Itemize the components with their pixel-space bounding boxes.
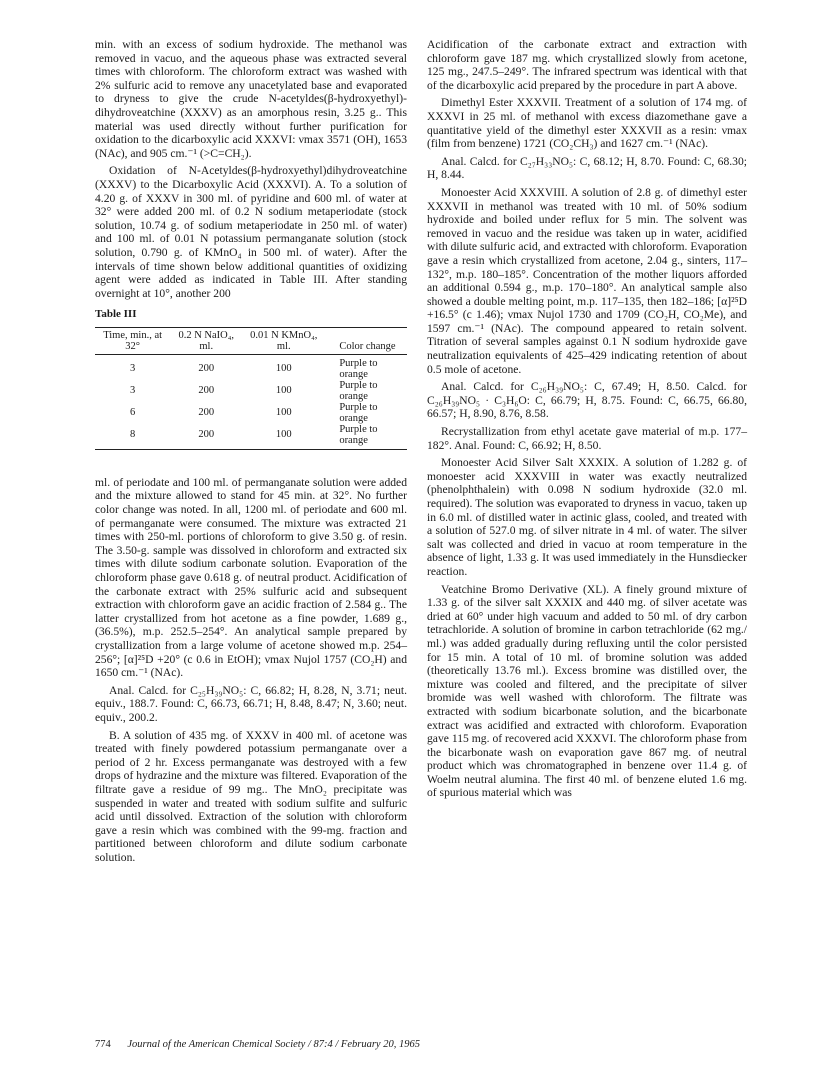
table-header-row (95, 327, 407, 354)
left-column (95, 38, 407, 865)
table-row (95, 424, 407, 450)
table-cell: 100 (275, 385, 292, 397)
table-cell: 6 (130, 407, 136, 419)
paragraph: B. A solution of 435 mg. of XXXV in 400 ml. of acetone was treated with finely powdered potassium permanganate over a period of 2 hr. Excess permanganate was destroyed with a few drops of hydrazine and the mixture was filtered. Evaporation of the filtrate gave a residue of 99 mg.. The MnO₂ precipitate was suspended in water and treated with sodium sulfite and sulfuric acid until dissolved. Extraction of the solution with chloroform gave a resin which was combined with the 99-mg. fraction and partitioned between chloroform and dilute sodium carbonate solution. (95, 728, 407, 864)
table-row (95, 354, 407, 380)
table-cell: 8 (130, 429, 136, 441)
column-header-color-change: Color change (339, 340, 396, 352)
paragraph: min. with an excess of sodium hydroxide. The methanol was removed in vacuo, and the aqueous phase was extracted several times with chloroform. The chloroform extract was washed with 2% sulfuric acid to remove any unacetylated base and evaporated to dryness to give the crude N-acetyldes(β-hydroxyethyl)-dihydroveatchine (XXXV) as an amorphous resin, 3.25 g.. This material was used directly without further purification for oxidation to the dicarboxylic acid XXXVI: νmax 3571 (OH), 1653 (NAc), and 905 cm.⁻¹ (>C=CH₂). (95, 38, 407, 160)
paragraph: Anal. Calcd. for C₂₅H₃₉NO₅: C, 66.82; H, 8.28, N, 3.71; neut. equiv., 188.7. Found: C, 66.73, 66.71; H, 8.48, 8.47; N, 3.60; neut. equiv., 200.2. (95, 683, 407, 724)
paragraph: Monoester Acid Silver Salt XXXIX. A solution of 1.282 g. of monoester acid XXXVIII in water was exactly neutralized (phenolphthalein) with 0.098 N sodium hydroxide (32.0 ml. required). The solution was evaporated to dryness in vacuo, taken up in 6.0 ml. of distilled water in actinic glass, cooled, and treated with a solution of 527.0 mg. of silver nitrate in 4 ml. of water. The silver salt was collected and dried in vacuo at room temperature in the absence of light, 1.33 g. It was used immediately in the Hunsdiecker reaction. (427, 456, 747, 578)
table-cell: 200 (198, 429, 215, 441)
table-cell: Purple to orange (339, 401, 378, 424)
paragraph: Acidification of the carbonate extract and extraction with chloroform gave 187 mg. which crystallized slowly from acetone, 125 mg., 247.5–249°. The infrared spectrum was identical with that of the dicarboxylic acid prepared by the procedure in part A above. (427, 38, 747, 92)
table-cell: 100 (275, 407, 292, 419)
table-iii (95, 308, 407, 450)
data-table (95, 327, 407, 450)
column-header-naio4: 0.2 N NaIO₄, ml. (178, 329, 235, 352)
paragraph: Oxidation of N-Acetyldes(β-hydroxyethyl)dihydroveatchine (XXXV) to the Dicarboxylic Acid (XXXVI). A. To a solution of 4.20 g. of XXXV in 300 ml. of pyridine and 600 ml. of water at 32° were added 200 ml. of 0.2 N sodium metaperiodate (stock solution, 10.74 g. of sodium metaperiodate in 250 ml. of water) and 100 ml. of 0.01 N potassium permanganate solution (stock solution, 0.790 g. of KMnO₄ in 500 ml. of water). After the intervals of time shown below additional quantities of oxidizing agent were added as indicated in Table III. After standing overnight at 10°, another 200 (95, 164, 407, 300)
column-header-time: Time, min., at 32° (103, 329, 163, 352)
right-column (427, 38, 747, 800)
table-cell: 100 (275, 429, 292, 441)
paragraph: Monoester Acid XXXVIII. A solution of 2.8 g. of dimethyl ester XXXVII in methanol was treated with 10 ml. of 50% sodium hydroxide and boiled under reflux for 5 min. The solvent was removed in vacuo and the residue was taken up in water, acidified with dilute sulfuric acid, and extracted with chloroform. Evaporation gave a resin which crystallized from acetone, 2.04 g., sinters, 117–132°, m.p. 180–185°. Concentration of the mother liquors afforded an additional 0.594 g., m.p. 170–180°. An analytical sample also showed a double melting point, m.p. 117–135, then 182–186; [α]²⁵D +16.5° (c 1.46); νmax Nujol 1730 and 1709 (CO₂H, CO₂Me), and 1597 cm.⁻¹ (NAc). The compound appeared to retain solvent. Titration of several samples against 0.1 N sodium hydroxide gave neutralization equivalents of 425–429 indicating retention of about 0.5 mole of acetone. (427, 185, 747, 376)
table-cell: 3 (130, 363, 136, 375)
page-footer (95, 1039, 420, 1050)
paragraph: Anal. Calcd. for C₂₆H₃₉NO₅: C, 67.49; H, 8.50. Calcd. for C₂₆H₃₉NO₅ · C₃H₆O: C, 66.79; H, 8.75. Found: C, 66.75, 66.80, 66.57; H, 8.90, 8.76, 8.58. (427, 380, 747, 421)
table-cell: Purple to orange (339, 357, 378, 380)
journal-citation: Journal of the American Chemical Society / 87:4 / February 20, 1965 (127, 1039, 420, 1050)
column-header-kmno4: 0.01 N KMnO₄, ml. (250, 329, 318, 352)
page-number: 774 (95, 1039, 111, 1050)
table-cell: 200 (198, 363, 215, 375)
table-row (95, 402, 407, 424)
paragraph: Recrystallization from ethyl acetate gave material of m.p. 177–182°. Anal. Found: C, 66.92; H, 8.50. (427, 425, 747, 452)
table-title: Table III (95, 308, 137, 321)
table-cell: Purple to orange (339, 423, 378, 446)
table-cell: 200 (198, 385, 215, 397)
table-cell: 100 (275, 363, 292, 375)
paragraph: ml. of periodate and 100 ml. of permanganate solution were added and the mixture allowed to stand for 45 min. at 32°. No further color change was noted. In all, 1200 ml. of periodate and 600 ml. of permanganate were consumed. The mixture was extracted 21 times with 250-ml. portions of chloroform to give 3.50 g. of resin. The 3.50-g. sample was dissolved in chloroform and extracted six times with dilute sodium carbonate solution. Evaporation of the chloroform phase gave 0.618 g. of neutral product. Acidification of the carbonate extract with 25% sulfuric acid and subsequent extraction with chloroform gave an acidic fraction of 2.584 g.. The latter crystallized from hot acetone as a fine powder, 1.689 g., (36.5%), m.p. 252.5–254°. An analytical sample prepared by crystallization from a large volume of acetone showed m.p. 254–256°; [α]²⁵D +20° (c 0.6 in EtOH); νmax Nujol 1757 (CO₂H) and 1650 cm.⁻¹ (NAc). (95, 475, 407, 680)
table-cell: 3 (130, 385, 136, 397)
table-cell: Purple to orange (339, 379, 378, 402)
paragraph: Dimethyl Ester XXXVII. Treatment of a solution of 174 mg. of XXXVI in 25 ml. of methanol with excess diazomethane gave a quantitative yield of the dimethyl ester XXXVII as a resin: νmax (film from benzene) 1721 (CO₂CH₃) and 1627 cm.⁻¹ (NAc). (427, 96, 747, 151)
paragraph: Anal. Calcd. for C₂₇H₃₃NO₅: C, 68.12; H, 8.70. Found: C, 68.30; H, 8.44. (427, 154, 747, 182)
table-cell: 200 (198, 407, 215, 419)
paragraph: Veatchine Bromo Derivative (XL). A finely ground mixture of 1.33 g. of the silver salt XXXIX and 440 mg. of silver acetate was dried at 60° under high vacuum and added to 50 ml. of dry carbon tetrachloride. A solution of bromine in carbon tetrachloride (62 mg./ ml.) was added gradually during refluxing until the color persisted for 15 min. A total of 10 ml. of bromine solution was added (theoretically 13.76 ml.). Excess bromine was distilled over, the mixture was cooled and filtered, and the precipitate of silver bromide was well washed with chloroform. The filtrate was extracted with sodium bicarbonate solution, and the bicarbonate extract was acidified and extracted with chloroform. Evaporation gave 115 mg. of recovered acid XXXVI. The chloroform phase from the bicarbonate wash on evaporation gave 867 mg. of neutral product which was chromatographed in benzene over 11.4 g. of Woelm neutral alumina. The first 40 ml. of benzene eluted 1.6 mg. of spurious material which was (427, 582, 747, 800)
table-row (95, 380, 407, 402)
